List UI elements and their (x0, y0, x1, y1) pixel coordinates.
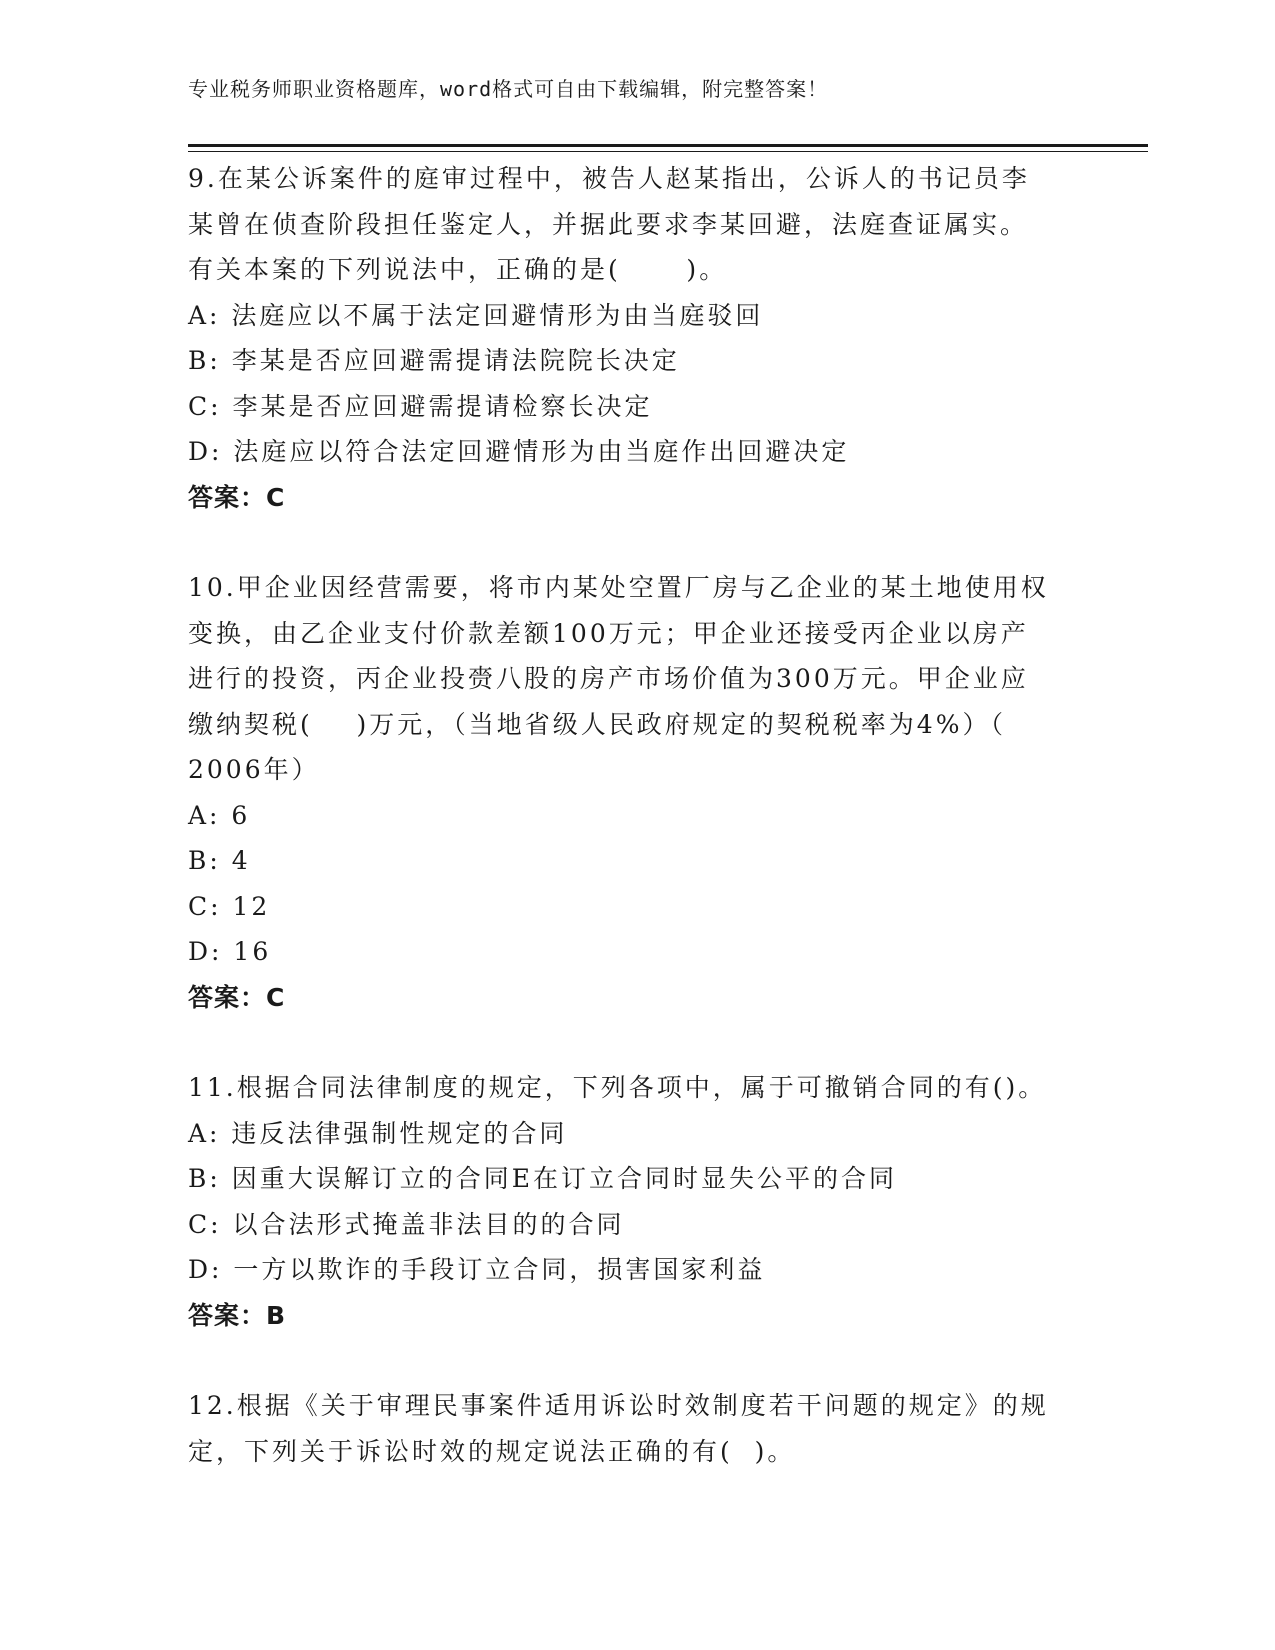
question-block (188, 1065, 1088, 1338)
answer-key: 答案：B (188, 1300, 287, 1330)
header-divider-thin (188, 151, 1148, 152)
question-block (188, 156, 1088, 520)
answer-option: A: 6 (188, 800, 251, 830)
answer-option: D: 一方以欺诈的手段订立合同，损害国家利益 (188, 1255, 766, 1284)
header-divider-thick (188, 144, 1148, 147)
page-header: 专业税务师职业资格题库，word格式可自由下载编辑，附完整答案！ (188, 77, 829, 101)
question-stem-line: 11.根据合同法律制度的规定，下列各项中，属于可撤销合同的有()。 (188, 1073, 1047, 1102)
question-stem-line: 缴纳契税( )万元，（当地省级人民政府规定的契税税率为4%）（ (188, 709, 1006, 739)
answer-option: D: 法庭应以符合法定回避情形为由当庭作出回避决定 (188, 437, 850, 466)
answer-option: C: 李某是否应回避需提请检察长决定 (188, 391, 653, 421)
question-list (188, 156, 1088, 1474)
answer-option: C: 以合法形式掩盖非法目的的合同 (188, 1209, 625, 1239)
answer-option: B: 4 (188, 846, 251, 875)
question-stem-line: 10.甲企业因经营需要，将市内某处空置厂房与乙企业的某土地使用权 (188, 573, 1049, 602)
question-stem-line: 有关本案的下列说法中，正确的是( )。 (188, 255, 728, 284)
question-stem-line: 9.在某公诉案件的庭审过程中，被告人赵某指出，公诉人的书记员李 (188, 164, 1030, 193)
answer-option: D: 16 (188, 937, 272, 966)
question-stem-line: 进行的投资，丙企业投赍八股的房产市场价值为300万元。甲企业应 (188, 664, 1029, 693)
question-stem-line: 12.根据《关于审理民事案件适用诉讼时效制度若干问题的规定》的规 (188, 1391, 1049, 1420)
question-stem-line: 定，下列关于诉讼时效的规定说法正确的有( )。 (188, 1436, 796, 1466)
question-stem-line: 2006年） (188, 755, 320, 784)
answer-option: B: 李某是否应回避需提请法院院长决定 (188, 346, 680, 375)
answer-key: 答案：C (188, 482, 286, 512)
question-stem-line: 某曾在侦查阶段担任鉴定人，并据此要求李某回避，法庭查证属实。 (188, 209, 1029, 239)
answer-option: A: 法庭应以不属于法定回避情形为由当庭驳回 (188, 300, 764, 330)
answer-option: B: 因重大误解订立的合同E在订立合同时显失公平的合同 (188, 1164, 897, 1193)
answer-key: 答案：C (188, 982, 286, 1012)
answer-option: A: 违反法律强制性规定的合同 (188, 1118, 568, 1148)
question-block (188, 1383, 1088, 1474)
question-stem-line: 变换，由乙企业支付价款差额100万元；甲企业还接受丙企业以房产 (188, 618, 1029, 648)
answer-option: C: 12 (188, 891, 271, 921)
question-block (188, 565, 1088, 1020)
